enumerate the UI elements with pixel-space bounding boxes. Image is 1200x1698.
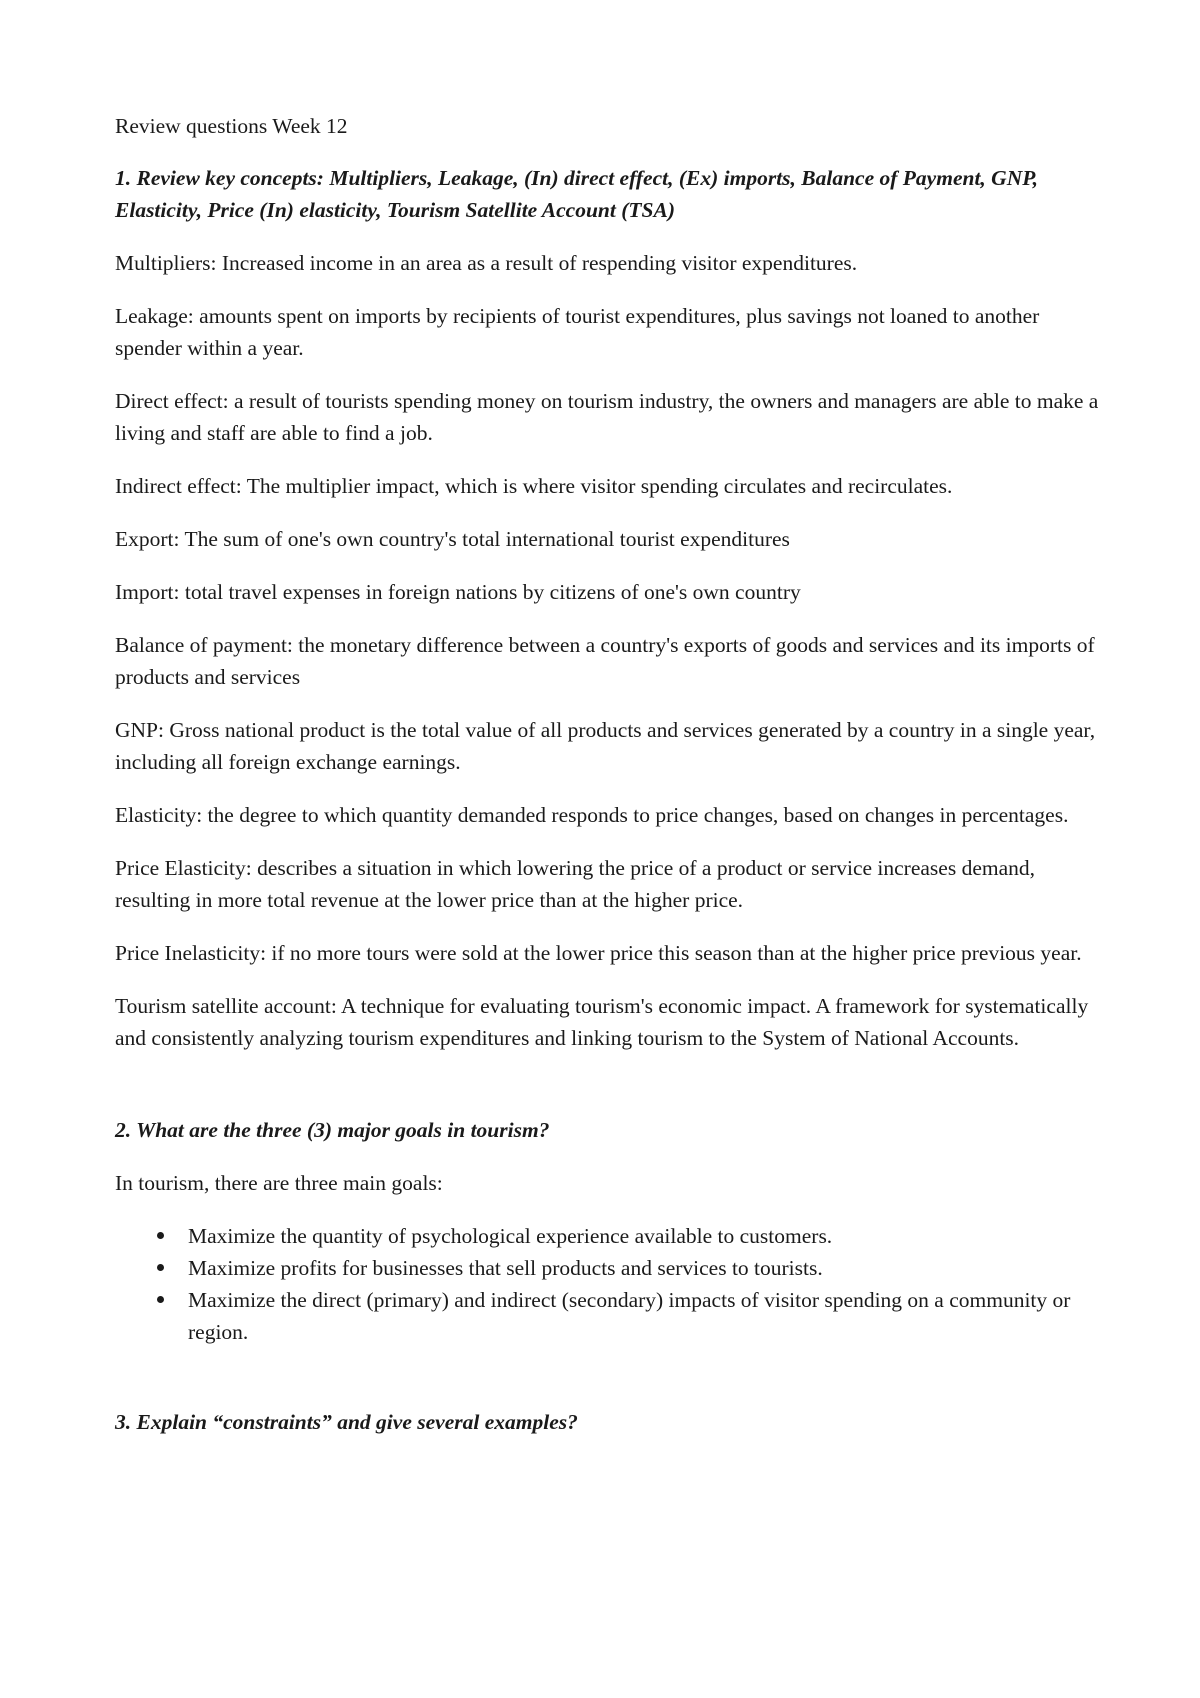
definition-balance-of-payment: Balance of payment: the monetary difference between a country's exports of goods and services and its imports of products and services bbox=[115, 633, 1095, 689]
definition-leakage: Leakage: amounts spent on imports by recipients of tourist expenditures, plus savings not loaned to another spender within a year. bbox=[115, 304, 1040, 360]
definition-price-inelasticity: Price Inelasticity: if no more tours were sold at the lower price this season than at the higher price previous year. bbox=[115, 941, 1082, 965]
goal-text: Maximize the direct (primary) and indirect (secondary) impacts of visitor spending on a community or region. bbox=[188, 1288, 1071, 1344]
definition-export: Export: The sum of one's own country's total international tourist expenditures bbox=[115, 527, 790, 551]
document-title: Review questions Week 12 bbox=[115, 114, 348, 138]
definition-price-elasticity: Price Elasticity: describes a situation in which lowering the price of a product or service increases demand, resulting in more total revenue at the lower price than at the higher price. bbox=[115, 856, 1036, 912]
goal-text: Maximize the quantity of psychological experience available to customers. bbox=[188, 1224, 833, 1248]
bullet-icon bbox=[157, 1296, 164, 1303]
definition-multipliers: Multipliers: Increased income in an area as a result of respending visitor expenditures. bbox=[115, 251, 858, 275]
goal-list-item bbox=[115, 1284, 1105, 1348]
bullet-icon bbox=[157, 1232, 164, 1239]
goal-list-item bbox=[115, 1252, 1105, 1284]
definition-gnp: GNP: Gross national product is the total value of all products and services generated by a country in a single year, including all foreign exchange earnings. bbox=[115, 718, 1096, 774]
definition-tourism-satellite-account: Tourism satellite account: A technique for evaluating tourism's economic impact. A framework for systematically and consistently analyzing tourism expenditures and linking tourism to the System of National Accounts. bbox=[115, 994, 1089, 1050]
goal-list-item bbox=[115, 1220, 1105, 1252]
question-3-heading: 3. Explain “constraints” and give several examples? bbox=[115, 1410, 578, 1434]
question-2-intro: In tourism, there are three main goals: bbox=[115, 1171, 443, 1195]
definition-indirect-effect: Indirect effect: The multiplier impact, which is where visitor spending circulates and recirculates. bbox=[115, 474, 953, 498]
definition-import: Import: total travel expenses in foreign nations by citizens of one's own country bbox=[115, 580, 801, 604]
question-1-heading: 1. Review key concepts: Multipliers, Leakage, (In) direct effect, (Ex) imports, Balance of Payment, GNP, Elasticity, Price (In) elasticity, Tourism Satellite Account (TSA) bbox=[115, 166, 1038, 222]
definition-direct-effect: Direct effect: a result of tourists spending money on tourism industry, the owners and managers are able to make a living and staff are able to find a job. bbox=[115, 389, 1099, 445]
goals-list bbox=[115, 1220, 1105, 1348]
goal-text: Maximize profits for businesses that sell products and services to tourists. bbox=[188, 1256, 823, 1280]
bullet-icon bbox=[157, 1264, 164, 1271]
document-body bbox=[115, 110, 1105, 1459]
definition-elasticity: Elasticity: the degree to which quantity demanded responds to price changes, based on changes in percentages. bbox=[115, 803, 1069, 827]
question-2-heading: 2. What are the three (3) major goals in tourism? bbox=[115, 1118, 550, 1142]
